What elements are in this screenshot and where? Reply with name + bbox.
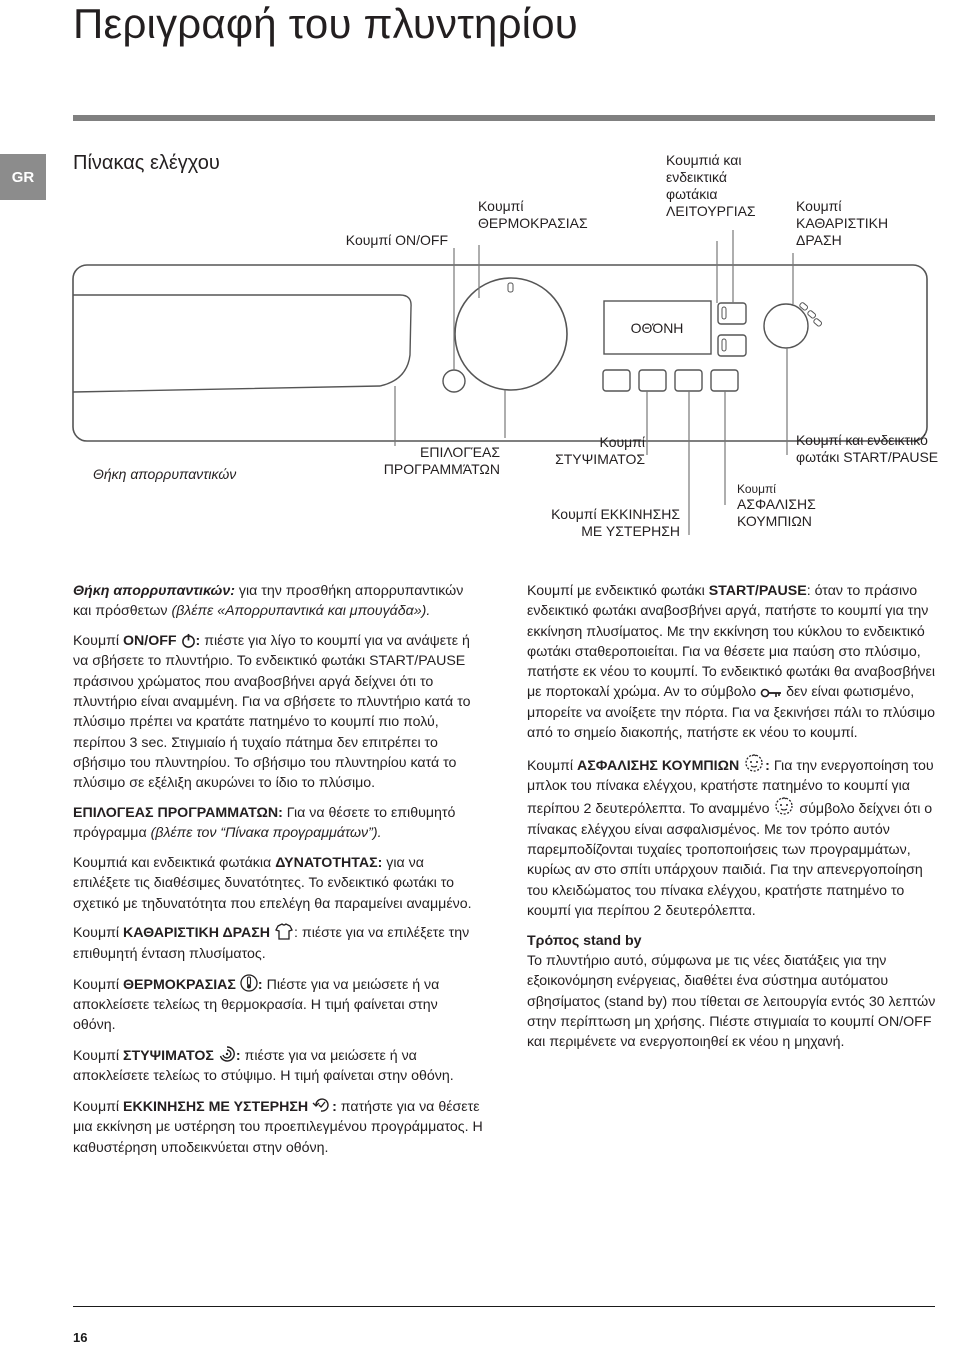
label-key-lock: Κουμπί ΑΣΦΑΛΙΣΗΣ ΚΟΥΜΠΙΩΝ <box>737 482 816 529</box>
label-programme-selector: ΕΠΙΛΟΓΈΑΣ ΠΡΟΓΡΑΜΜΆΤΩΝ <box>383 444 500 477</box>
para-start-pause: Κουμπί με ενδεικτικό φωτάκι START/PAUSE: όταν το πράσινο ενδεικτικό φωτάκι αναβοσβήνει αργά, πατήστε το κουμπί για την εκκίνηση πλυσίματος. Με την εκκίνηση του κύκλου το ενδεικτικό φωτάκι σταθεροποιείται. Για να θέσετε μια παύση στο πλύσιμο, πατήστε εκ νέου το κουμπί. Το ενδεικτικό φωτάκι θα αναβοσβήνει με πορτοκαλί χρώμα. Αν το σύμβολο δεν είναι φωτισμένο, μπορείτε να ανοίξετε την πόρτα. Για να ξεκινήσει πάλι το πλύσιμο από το σημείο διακοπής, πατήστε εκ νέου το κουμπί. <box>527 583 936 742</box>
para-delay-start: Κουμπί ΕΚΚΙΝΗΣΗΣ ΜΕ ΥΣΤΕΡΗΣΗ : πατήστε για να θέσετε μια εκκίνηση με υστέρηση του προεπιλεγμένου προγράμματος. Η καθυστέρηση υποδεικνύεται στην οθόνη. <box>73 1096 483 1158</box>
footer-rule <box>73 1306 935 1307</box>
right-column <box>527 581 937 1053</box>
para-spin: Κουμπί ΣΤΥΨΙΜΑΤΟΣ : πιέστε για να μειώσετε ή να αποκλείσετε τελείως το στύψιμο. Η τιμή φαίνεται στην οθόνη. <box>73 1045 483 1087</box>
para-detergent: Θήκη απορρυπαντικών: για την προσθήκη απορρυπαντικών και πρόσθετων (βλέπε «Απορρυπαντικά και μπουγάδα»). <box>73 583 464 620</box>
label-start-pause: Κουμπί και ενδεικτικό φωτάκι START/PAUSE <box>796 432 939 465</box>
para-key-lock: Κουμπί ΑΣΦΑΛΙΣΗΣ ΚΟΥΜΠΙΩΝ : Για την ενεργοποίηση του μπλοκ του πίνακα ελέγχου, κρατήστε πατημένο το κουμπί για περίπου 2 δευτερόλεπτα. Το αναμμένο σύμβολο δείχνει ότι ο πίνακας ελέγχου είναι ασφαλισμένος. Με τον τρόπο αυτόν παρεμποδίζονται τυχαίες τροποποιήσεις των προγραμμάτων, κυρίως αν στο σπίτι υπάρχουν παιδιά. Για την απενεργοποίηση του κλειδώματος του πίνακα ελέγχου, κρατήστε πατημένο το κουμπί για περίπου 2 δευτερόλεπτα. <box>527 753 937 921</box>
temperature-button-shape <box>603 370 630 391</box>
label-options: Κουμπιά και ενδεικτικά φωτάκια ΛΕΙΤΟΥΡΓΙΑΣ <box>666 152 756 219</box>
option-led-2 <box>722 339 726 351</box>
leader-lines <box>395 230 793 535</box>
para-clean-action: Κουμπί ΚΑΘΑΡΙΣΤΙΚΗ ΔΡΑΣΗ : πιέστε για να επιλέξετε την επιθυμητή ένταση πλυσίματος. <box>73 925 470 962</box>
panel-outline <box>73 265 927 441</box>
thermometer-icon <box>240 974 258 992</box>
standby-heading: Τρόπος stand by <box>527 932 642 949</box>
spin-button-shape <box>639 370 666 391</box>
child-lock-icon-inline <box>773 796 795 816</box>
label-temperature: Κουμπί ΘΕΡΜΟΚΡΑΣΙΑΣ <box>478 198 588 231</box>
label-delay-start: Κουμπί ΕΚΚΙΝΗΣΗΣ ΜΕ ΥΣΤΕΡΗΣΗ <box>551 506 680 539</box>
start-led-2 <box>807 310 816 319</box>
display-label: ΟΘΌΝΗ <box>630 320 684 336</box>
programme-selector-knob <box>455 278 567 390</box>
para-temperature: Κουμπί ΘΕΡΜΟΚΡΑΣΙΑΣ : Πιέστε για να μειώσετε ή να αποκλείσετε τελείως τη θερμοκρασία. Η τιμή φαίνεται στην οθόνη. <box>73 974 483 1036</box>
power-icon <box>181 633 196 648</box>
start-led-3 <box>813 318 822 327</box>
para-options: Κουμπιά και ενδεικτικά φωτάκια ΔΥΝΑΤΟΤΗΤΑΣ: για να επιλέξετε τις διαθέσιμες δυνατότητες. Το ενδεικτικό φωτάκι το σχετικό με τηδυνατότητα που επελέγη θα παραμείνει αναμμένο. <box>73 855 472 912</box>
page-title: Περιγραφή του πλυντηρίου <box>73 0 578 47</box>
shirt-icon <box>274 923 294 940</box>
language-tab: GR <box>0 154 46 200</box>
lock-button-shape <box>711 370 738 391</box>
para-standby: Τρόπος stand by Το πλυντήριο αυτό, σύμφωνα με τις νέες διατάξεις για την εξοικονόμηση ενέργειας, διαθέτει ένα σύστημα αυτόματου σβησίματος (stand by) που τίθεται σε λειτουργία εντός 30 λεπτών στην περίπτωση μη χρήσης. Πιέστε στιγμιαία το κουμπί ON/OFF και περιμένετε να ενεργοποιηθεί εκ νέου η μηχανή. <box>527 932 936 1051</box>
child-lock-icon <box>743 753 765 773</box>
label-onoff: Κουμπί ON/OFF <box>345 232 448 248</box>
section-title: Πίνακας ελέγχου <box>73 152 220 174</box>
spin-icon <box>218 1045 236 1063</box>
delay-timer-icon <box>312 1096 332 1114</box>
label-clean-action: Κουμπί ΚΑΘΑΡΙΣΤΙΚΗ ΔΡΑΣΗ <box>796 198 889 248</box>
page-number: 16 <box>73 1330 88 1345</box>
left-column <box>73 581 483 1167</box>
delay-button-shape <box>675 370 702 391</box>
para-onoff: Κουμπί ON/OFF : πιέστε για λίγο το κουμπί για να ανάψετε ή να σβήσετε το πλυντήριο. Το ενδεικτικό φωτάκι START/PAUSE πράσινου χρώματος που αναβοσβήνει αργά δείχνει ότι το πλυντήριο είναι αναμμένη. Για να σβήσετε το πλυντήριο κατά το πλύσιμο πρέπει να κρατάτε πατημένο το κουμπί πιο πολύ, περίπου 3 sec. Στιγμιαίο ή τυχαίο πάτημα δεν επιτρέπει το σβήσιμο του πλυντηρίου. Το σβήσιμο του πλυντηρίου κατά το πλύσιμο σε εξέλιξη ακυρώνει το ίδιο το πλύσιμο. <box>73 633 471 792</box>
knob-marker <box>508 283 513 292</box>
start-pause-button-shape <box>764 304 808 348</box>
option-led-1 <box>722 307 726 319</box>
key-icon <box>760 687 782 699</box>
detergent-drawer <box>73 295 411 392</box>
onoff-button-shape <box>443 370 465 392</box>
label-spin: Κουμπί ΣΤΥΨΙΜΑΤΟΣ <box>555 434 645 467</box>
label-detergent-drawer: Θήκη απορρυπαντικών <box>93 466 237 482</box>
para-programme-selector: ΕΠΙΛΟΓΕΑΣ ΠΡΟΓΡΑΜΜΑΤΩΝ: Για να θέσετε το επιθυμητό πρόγραμμα (βλέπε τον “Πίνακα προγραμμάτων”). <box>73 804 456 842</box>
